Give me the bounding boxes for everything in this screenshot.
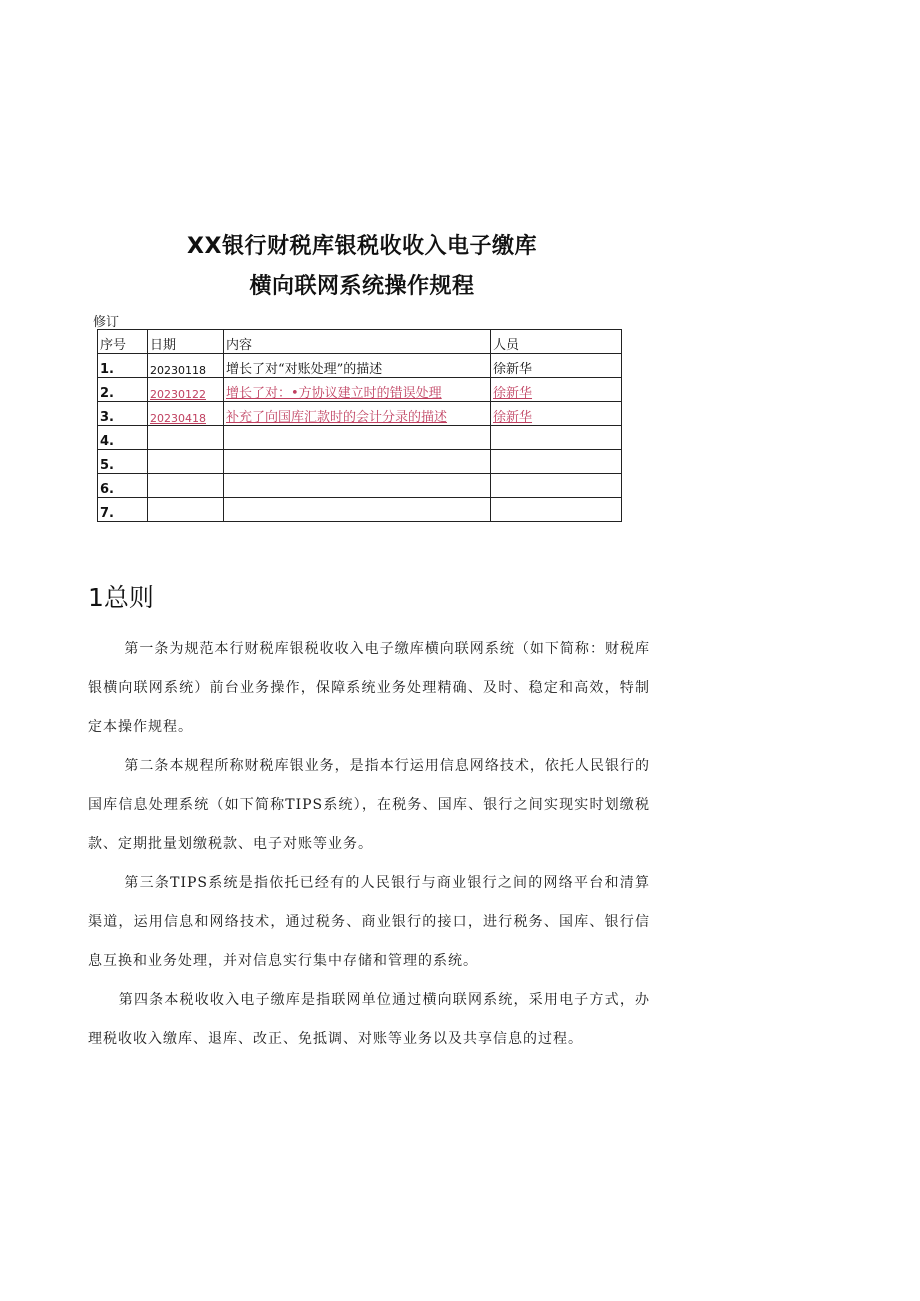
row-content: 补充了向国库汇款时的会计分录的描述	[224, 402, 491, 426]
row-date	[148, 426, 224, 450]
row-person	[491, 498, 622, 522]
article-4: 第四条本税收收入电子缴库是指联网单位通过横向联网系统，采用电子方式，办理税收收入缴库、退库、改正、免抵调、对账等业务以及共享信息的过程。	[88, 992, 650, 1047]
table-row	[98, 498, 622, 522]
row-date: 20230418	[148, 402, 224, 426]
revision-label: 修订	[93, 315, 120, 330]
header-cell-content: 内容	[224, 330, 491, 354]
row-no: 4.	[98, 426, 148, 450]
revision-table-header	[98, 330, 622, 354]
row-date: 20230122	[148, 378, 224, 402]
row-no: 6.	[98, 474, 148, 498]
header-cell-person: 人员	[491, 330, 622, 354]
table-row	[98, 474, 622, 498]
row-date	[148, 474, 224, 498]
row-person	[491, 450, 622, 474]
table-row	[98, 378, 622, 402]
article-1: 第一条为规范本行财税库银税收收入电子缴库横向联网系统（如下简称：财税库银横向联网系统）前台业务操作，保障系统业务处理精确、及时、稳定和高效，特制定本操作规程。	[88, 641, 650, 735]
article-3: 第三条TIPS系统是指依托已经有的人民银行与商业银行之间的网络平台和清算渠道，运用信息和网络技术，通过税务、商业银行的接口，进行税务、国库、银行信息互换和业务处理，并对信息实行集中存储和管理的系统。	[88, 875, 650, 969]
title-line-2: 横向联网系统操作规程	[249, 274, 475, 299]
table-row	[98, 402, 622, 426]
header-cell-date: 日期	[148, 330, 224, 354]
row-content: 增长了对：•方协议建立时的错误处理	[224, 378, 491, 402]
row-content	[224, 474, 491, 498]
title-line-1: XX银行财税库银税收收入电子缴库	[187, 234, 537, 259]
row-person: 徐新华	[491, 354, 622, 378]
row-date	[148, 498, 224, 522]
table-row	[98, 426, 622, 450]
table-row	[98, 354, 622, 378]
header-cell-no: 序号	[98, 330, 148, 354]
section-body	[88, 630, 650, 1059]
row-no: 3.	[98, 402, 148, 426]
table-row	[98, 450, 622, 474]
row-no: 7.	[98, 498, 148, 522]
row-content: 增长了对“对账处理”的描述	[224, 354, 491, 378]
row-no: 1.	[98, 354, 148, 378]
row-content	[224, 498, 491, 522]
row-date	[148, 450, 224, 474]
row-no: 2.	[98, 378, 148, 402]
row-person: 徐新华	[491, 378, 622, 402]
row-no: 5.	[98, 450, 148, 474]
row-content	[224, 450, 491, 474]
article-2: 第二条本规程所称财税库银业务，是指本行运用信息网络技术，依托人民银行的国库信息处理系统（如下简称TIPS系统），在税务、国库、银行之间实现实时划缴税款、定期批量划缴税款、电子对账等业务。	[88, 758, 650, 852]
row-person: 徐新华	[491, 402, 622, 426]
revision-table	[97, 329, 622, 522]
row-content	[224, 426, 491, 450]
row-person	[491, 474, 622, 498]
row-person	[491, 426, 622, 450]
section-heading: 1总则	[88, 583, 154, 612]
row-date: 20230118	[148, 354, 224, 378]
document-title	[0, 227, 724, 307]
